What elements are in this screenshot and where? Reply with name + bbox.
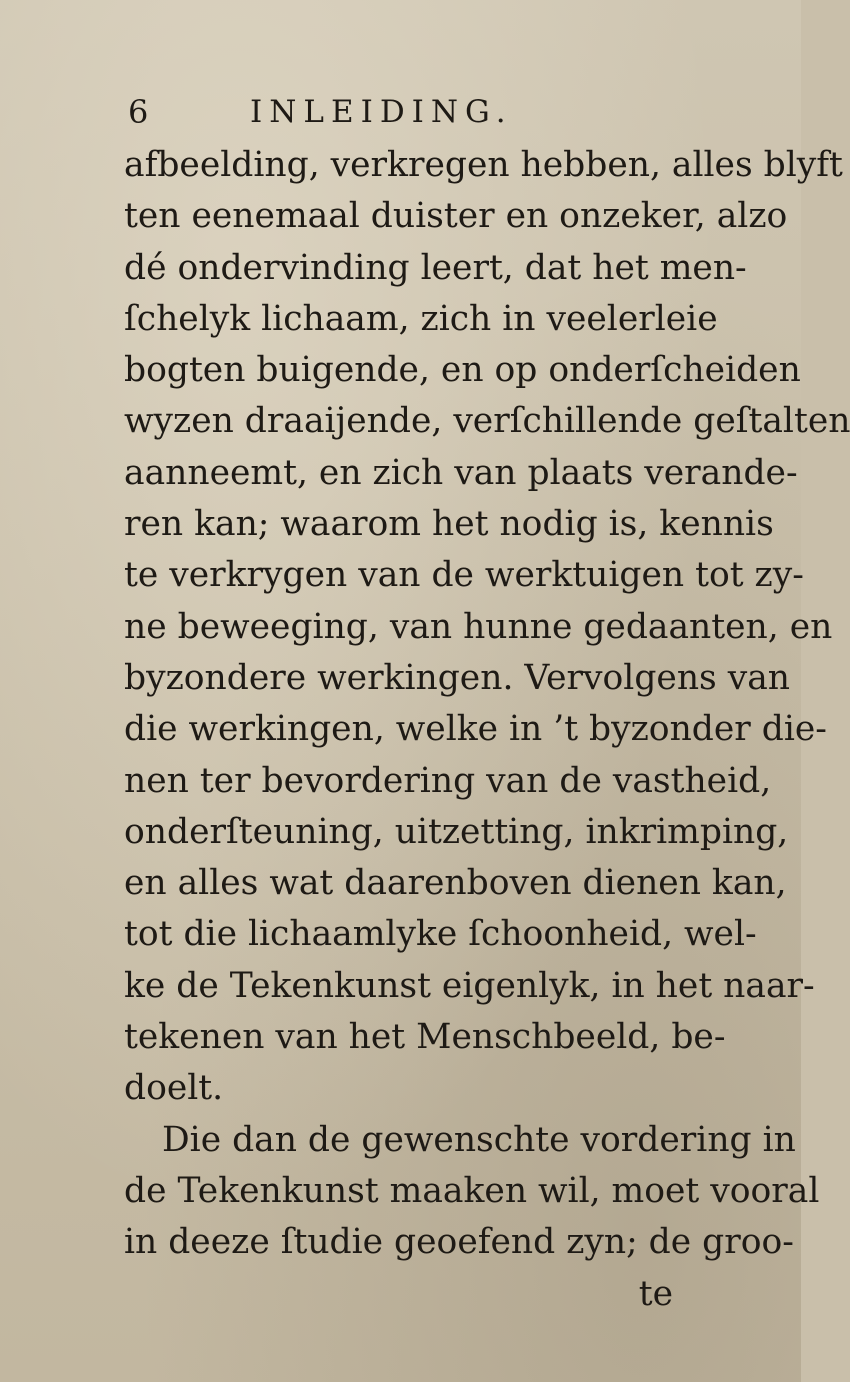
text-line: onderſteuning, uitzetting, inkrimping, <box>124 811 789 852</box>
text-line: die werkingen, welke in ’t byzonder die- <box>124 709 827 750</box>
text-line: dé ondervinding leert, dat het men- <box>124 247 747 288</box>
page-header <box>128 92 688 132</box>
text-line: ren kan; waarom het nodig is, kennis <box>124 504 774 545</box>
paragraph-end-line: doelt. <box>124 1068 224 1109</box>
text-line: ke de Tekenkunst eigenlyk, in het naar- <box>124 965 815 1006</box>
text-line: te verkrygen van de werktuigen tot zy- <box>124 555 804 596</box>
text-line: wyzen draaijende, verſchillende geſtalten <box>124 401 850 442</box>
paragraph-start-line: Die dan de gewenschte vordering in <box>162 1119 796 1160</box>
page-number: 6 <box>128 93 149 131</box>
text-line: ten eenemaal duister en onzeker, alzo <box>124 196 788 237</box>
catchword: te <box>638 1273 673 1314</box>
text-line: afbeelding, verkregen hebben, alles blyft <box>124 145 843 185</box>
text-line: tot die lichaamlyke ſchoonheid, wel- <box>124 914 757 955</box>
text-line: ſchelyk lichaam, zich in veelerleie <box>124 298 718 339</box>
text-line: tekenen van het Menschbeeld, be- <box>124 1017 726 1058</box>
body-text <box>124 140 850 1320</box>
text-line: nen ter bevordering van de vastheid, <box>124 760 772 801</box>
text-line: in deeze ſtudie geoefend zyn; de groo- <box>124 1222 794 1263</box>
text-line: aanneemt, en zich van plaats verande- <box>124 452 798 493</box>
text-line: bogten buigende, en op onderſcheiden <box>124 350 801 391</box>
running-title: INLEIDING. <box>250 94 513 130</box>
text-line: ne beweeging, van hunne gedaanten, en <box>124 606 833 647</box>
text-line: de Tekenkunst maaken wil, moet vooral <box>124 1170 820 1211</box>
text-line: en alles wat daarenboven dienen kan, <box>124 863 787 904</box>
text-line: byzondere werkingen. Vervolgens van <box>124 657 790 698</box>
